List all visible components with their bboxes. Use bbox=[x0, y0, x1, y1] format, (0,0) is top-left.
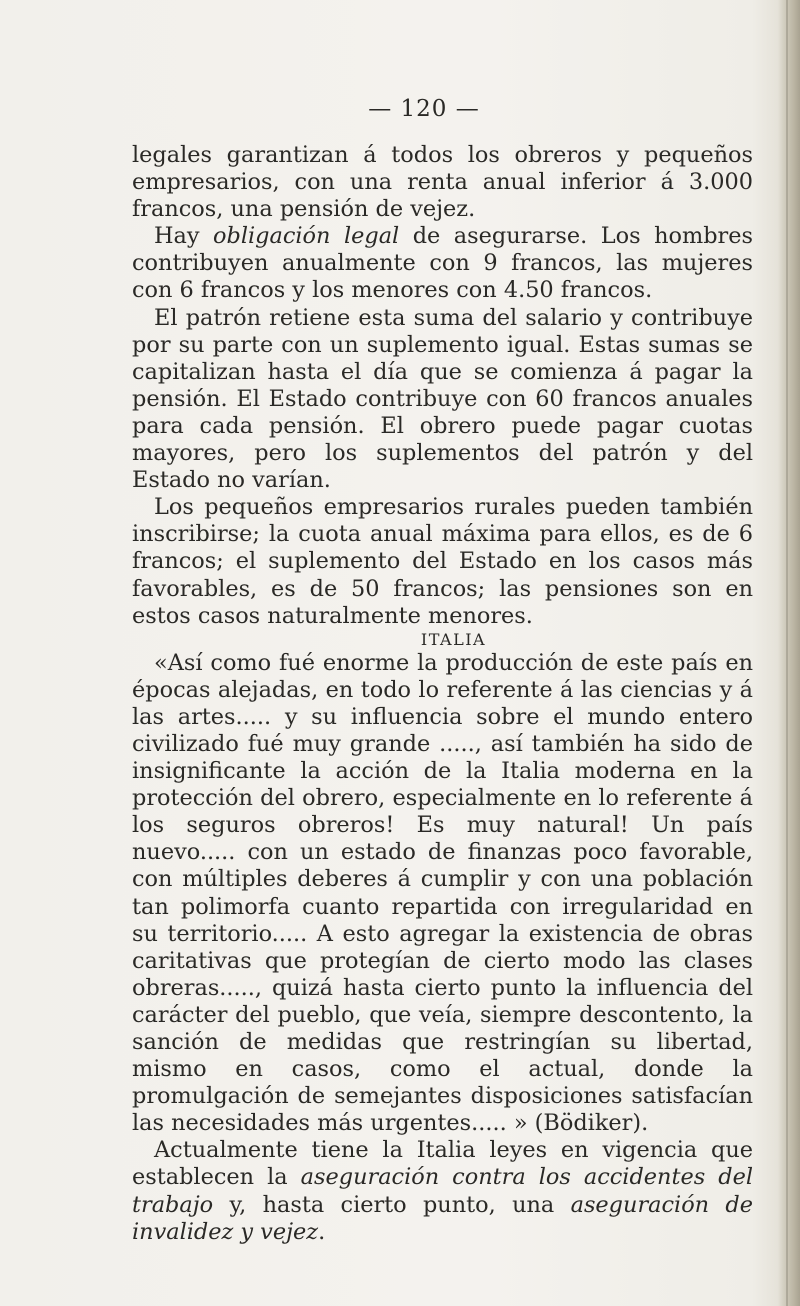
page-number: — 120 — bbox=[368, 96, 480, 122]
page-edge-shadow bbox=[778, 0, 800, 1306]
paragraph-5-text: «Así como fué enorme la producción de este país en épocas alejadas, en todo lo referente á las ciencias y á las artes..... y su influencia sobre el mundo entero civilizado fué muy grande ....., así también ha sido de insignificante la acción de la Italia moderna en la protección del obrero, especialmente en lo referente á los seguros obreros! Es muy natural! Un país nuevo..... con un estado de finanzas poco favorable, con múltiples deberes á cumplir y con una población tan polimorfa cuanto repartida con irregularidad en su territorio..... A esto agregar la existencia de obras caritativas que protegían de cierto modo las clases obreras....., quizá hasta cierto punto la influencia del carácter del pueblo, que veía, siempre descontento, la sanción de medidas que restringían su libertad, mismo en casos, como el actual, donde la promulgación de semejantes disposiciones satisfacían las necesidades más urgentes..... » (Bödiker). bbox=[132, 649, 753, 1137]
paragraph-3 bbox=[132, 305, 753, 495]
paragraph-6-text-c: . bbox=[318, 1218, 326, 1245]
paragraph-6 bbox=[132, 1137, 753, 1245]
body-text bbox=[132, 142, 753, 1246]
paragraph-1 bbox=[132, 142, 753, 223]
paragraph-3-text: El patrón retiene esta suma del salario y contribuye por su parte con un suplemento igual. Estas sumas se capitalizan hasta el día que se comienza á pagar la pensión. El Estado contribuye con 60 francos anuales para cada pensión. El obrero puede pagar cuotas mayores, pero los suplementos del patrón y del Estado no varían. bbox=[132, 304, 753, 494]
paragraph-4-text: Los pequeños empresarios rurales pueden también inscribirse; la cuota anual máxima para ellos, es de 6 francos; el suplemento del Estado en los casos más favorables, es de 50 francos; las pensiones son en estos casos naturalmente menores. bbox=[132, 494, 753, 629]
paragraph-2-italic: obligación legal bbox=[213, 223, 400, 250]
paragraph-2 bbox=[132, 223, 753, 304]
paragraph-6-italic-b: aseguración de invalidez y vejez bbox=[132, 1191, 753, 1245]
section-heading: ITALIA bbox=[420, 629, 487, 649]
paragraph-6-text-a: Actualmente tiene la Italia leyes en vigencia que establecen la bbox=[132, 1137, 753, 1191]
paragraph-6-italic-a: aseguración contra los accidentes del trabajo bbox=[132, 1164, 753, 1218]
paragraph-5 bbox=[132, 650, 753, 1138]
page-edge-line bbox=[786, 0, 788, 1306]
paragraph-1-text: legales garantizan á todos los obreros y pequeños empresarios, con una renta anual inferior á 3.000 francos, una pensión de vejez. bbox=[132, 142, 753, 223]
paragraph-6-text-b: y, hasta cierto punto, una bbox=[213, 1191, 571, 1218]
paragraph-2-text-b: de asegurarse. Los hombres contribuyen anualmente con 9 francos, las mujeres con 6 francos y los menores con 4.50 francos. bbox=[132, 223, 754, 304]
paragraph-4 bbox=[132, 494, 753, 629]
paragraph-2-text-a: Hay bbox=[154, 223, 214, 250]
